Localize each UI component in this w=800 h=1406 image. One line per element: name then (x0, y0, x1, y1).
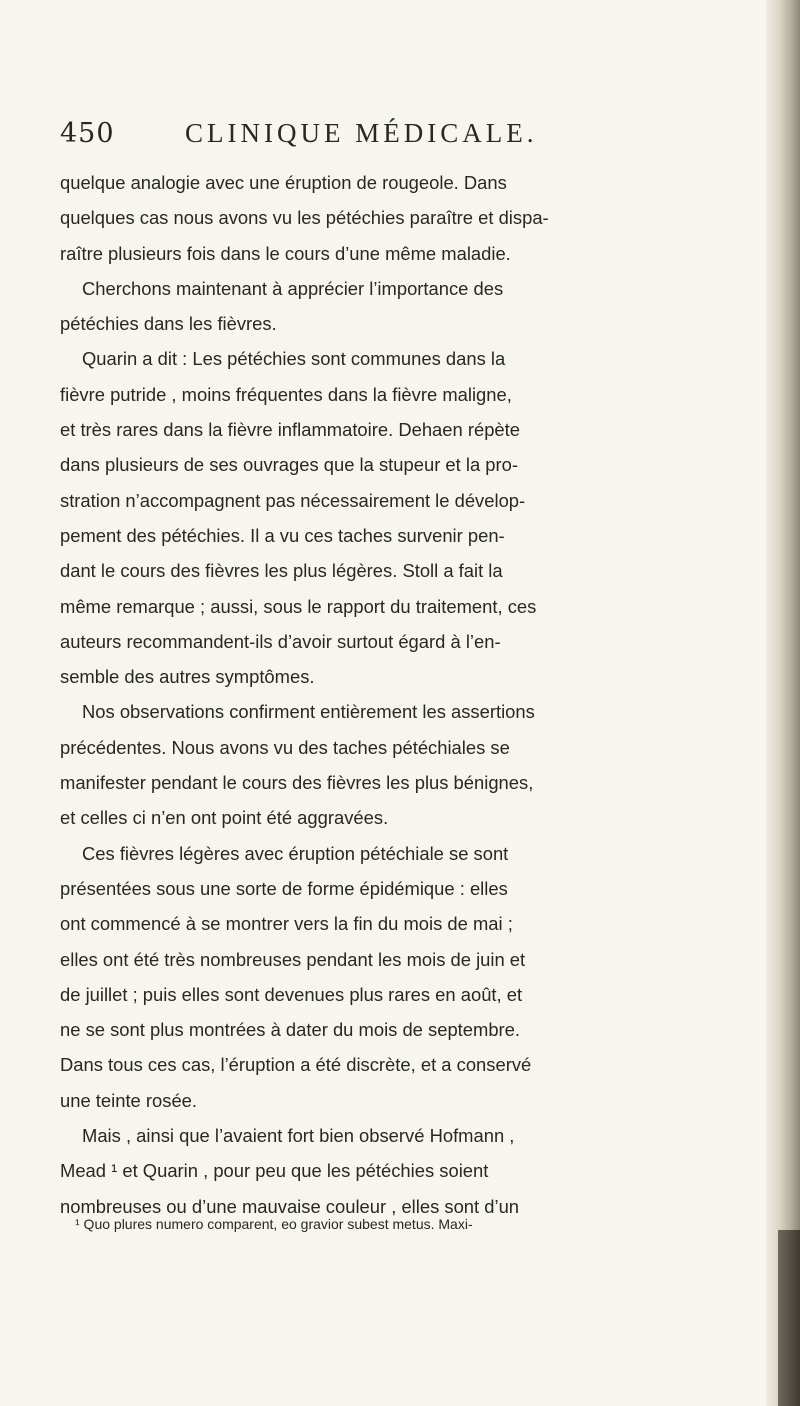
text-line: elles ont été très nombreuses pendant les mois de juin et (60, 948, 526, 970)
text-line: dans plusieurs de ses ouvrages que la stupeur et la pro- (60, 454, 518, 476)
text-line: raître plusieurs fois dans le cours d’une même maladie. (60, 242, 511, 264)
text-line: Mais , ainsi que l’avaient fort bien observé Hofmann , (82, 1125, 515, 1147)
text-line: nombreuses ou d’une mauvaise couleur , elles sont d’un (60, 1195, 520, 1217)
text-line: Cherchons maintenant à apprécier l’importance des (82, 277, 504, 299)
text-line: une teinte rosée. (60, 1089, 198, 1111)
text-line: quelques cas nous avons vu les pétéchies paraître et dispa- (60, 207, 549, 229)
page-edge-dark-corner (778, 1230, 800, 1406)
text-line: manifester pendant le cours des fièvres les plus bénignes, (60, 772, 534, 794)
text-line: Ces fièvres légères avec éruption pétéchiale se sont (82, 842, 509, 864)
text-line: pétéchies dans les fièvres. (60, 313, 277, 335)
text-line: de juillet ; puis elles sont devenues plus rares en août, et (60, 983, 523, 1005)
text-line: et celles ci n’en ont point été aggravées. (60, 807, 389, 829)
text-line: ne se sont plus montrées à dater du mois de septembre. (60, 1019, 521, 1041)
text-line: quelque analogie avec une éruption de rougeole. Dans (60, 172, 507, 193)
page-number: 450 (60, 118, 115, 149)
text-line: auteurs recommandent-ils d’avoir surtout égard à l’en- (60, 630, 501, 652)
text-line: précédentes. Nous avons vu des taches pétéchiales se (60, 736, 510, 758)
body-text (60, 165, 750, 1224)
text-line: semble des autres symptômes. (60, 666, 315, 688)
text-line: Mead ¹ et Quarin , pour peu que les pétéchies soient (60, 1160, 489, 1182)
text-line: Quarin a dit : Les pétéchies sont communes dans la (82, 348, 506, 370)
page-header (60, 118, 740, 158)
text-line: stration n’accompagnent pas nécessairement le dévelop- (60, 489, 526, 511)
text-line: présentées sous une sorte de forme épidémique : elles (60, 877, 508, 899)
text-line: Nos observations confirment entièrement les assertions (82, 701, 535, 723)
text-line: ont commencé à se montrer vers la fin du mois de mai ; (60, 913, 513, 935)
text-line: Dans tous ces cas, l’éruption a été discrète, et a conservé (60, 1054, 532, 1076)
text-line: fièvre putride , moins fréquentes dans la fièvre maligne, (60, 383, 512, 405)
text-line: dant le cours des fièvres les plus légères. Stoll a fait la (60, 560, 503, 582)
page-edge-shadow (766, 0, 800, 1406)
text-line: même remarque ; aussi, sous le rapport du traitement, ces (60, 595, 537, 617)
running-title: CLINIQUE MÉDICALE. (185, 118, 538, 148)
footnote: ¹ Quo plures numero comparent, eo gravior subest metus. Maxi- (75, 1216, 473, 1232)
text-line: pement des pétéchies. Il a vu ces taches survenir pen- (60, 524, 505, 546)
text-line: et très rares dans la fièvre inflammatoire. Dehaen répète (60, 419, 520, 441)
